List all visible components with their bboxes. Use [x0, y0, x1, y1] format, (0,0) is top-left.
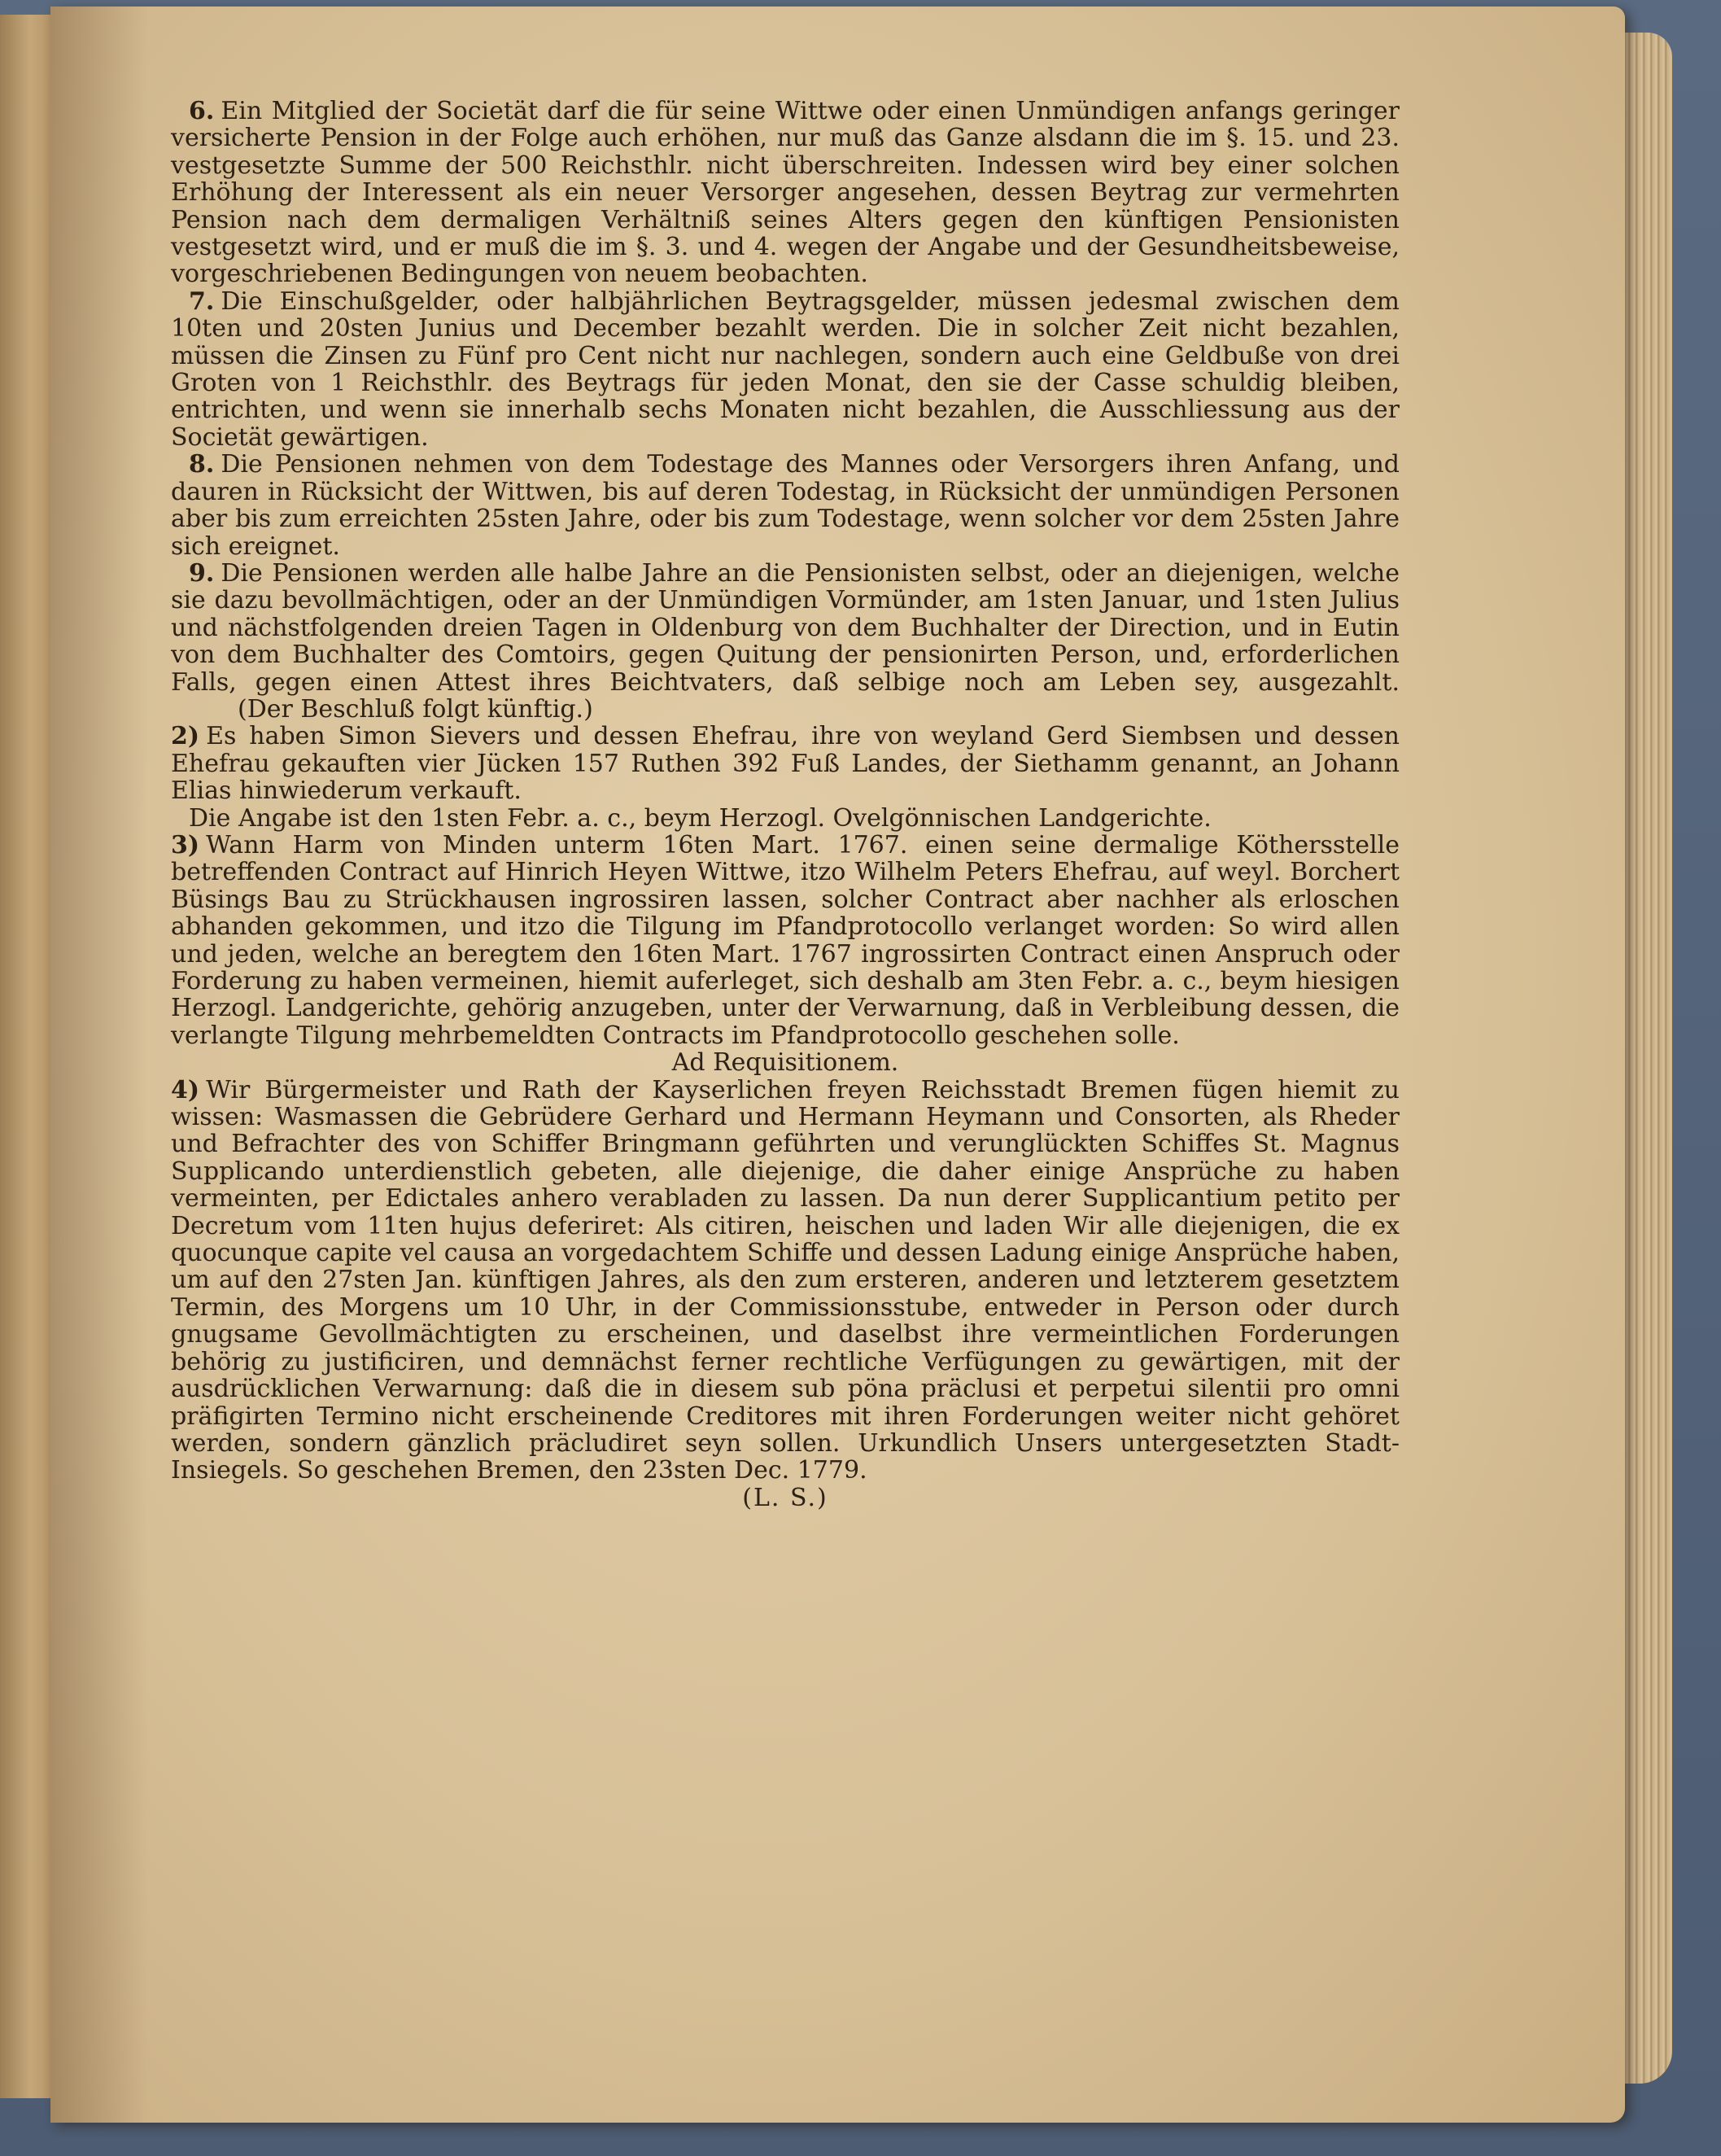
notice-text: Wir Bürgermeister und Rath der Kayserlichen freyen Reichsstadt Bremen fügen hiemit zu wissen: Wasmassen die Gebrüdere Gerhard und Hermann Heymann und Consorten, als Rheder und Befrachter des von Schiffer Bringmann geführten und verunglückten Schiffes St. Magnus Supplicando unterdienstlich gebeten, alle diejenige, die daher einige Ansprüche zu haben vermeinten, per Edictales anhero verabladen zu lassen. Da nun derer Supplicantium petito per Decretum vom 11ten hujus deferiret: Als citiren, heischen und laden Wir alle diejenigen, die ex quocunque capite vel causa an vorgedachtem Schiffe und dessen Ladung einige Ansprüche haben, um auf den 27sten Jan. künftigen Jahres, als den zum ersteren, anderen und letzterem gesetztem Termin, des Morgens um 10 Uhr, in der Commissionsstube, entweder in Person oder durch gnugsame Gevollmächtigten zu erscheinen, und daselbst ihre vermeintlichen Forderungen behörig zu justificiren, und demnächst ferner rechtliche Verfügungen zu gewärtigen, mit der ausdrücklichen Verwarnung: daß die in diesem sub pöna präclusi et perpetui silentii pro omni präfigirten Termino nicht erscheinende Creditores mit ihren Forderungen weiter nicht gehöret werden, sondern gänzlich präcludiret seyn sollen. Urkundlich Unsers untergesetzten Stadt-Insiegels. So geschehen Bremen, den 23sten Dec. 1779. — [171, 1075, 1400, 1485]
notice-text: Die Angabe ist den 1sten Febr. a. c., beym Herzogl. Ovelgönnischen Landgerichte. — [189, 803, 1212, 833]
requisition-heading: Ad Requisitionem. — [671, 1048, 899, 1078]
paragraph-8 — [171, 451, 1400, 560]
notice-text: Es haben Simon Sievers und dessen Ehefrau, ihre von weyland Gerd Siembsen und dessen Ehefrau gekauften vier Jücken 157 Ruthen 392 Fuß Landes, der Siethamm genannt, an Johann Elias hinwiederum verkauft. — [171, 722, 1400, 806]
notice-text: Wann Harm von Minden unterm 16ten Mart. 1767. einen seine dermalige Köthersstelle betreffenden Contract auf Hinrich Heyen Wittwe, itzo Wilhelm Peters Ehefrau, auf weyl. Borchert Büsings Bau zu Strückhausen ingrossiren lassen, solcher Contract aber nachher als erloschen abhanden gekommen, und itzo die Tilgung im Pfandprotocollo verlanget worden: So wird allen und jeden, welche an beregtem den 16ten Mart. 1767 ingrossirten Contract einen Anspruch oder Forderung zu haben vermeinen, hiemit auferleget, sich deshalb am 3ten Febr. a. c., beym hiesigen Herzogl. Landgerichte, gehörig anzugeben, unter der Verwarnung, daß in Verbleibung dessen, die verlangte Tilgung mehrbemeldten Contracts im Pfandprotocollo geschehen solle. — [171, 830, 1400, 1050]
paragraph-9 — [171, 560, 1400, 723]
continuation-note: (Der Beschluß folgt künftig.) — [238, 694, 593, 724]
paragraph-number: 8. — [189, 450, 215, 479]
paragraph-6 — [171, 98, 1400, 288]
notice-number: 4) — [171, 1075, 200, 1104]
paragraph-text: Ein Mitglied der Societät darf die für seine Wittwe oder einen Unmündigen anfangs geringer versicherte Pension in der Folge auch erhöhen, nur muß das Ganze alsdann die im §. 15. und 23. vestgesetzte Summe der 500 Reichsthlr. nicht überschreiten. Indessen wird bey einer solchen Erhöhung der Interessent als ein neuer Versorger angesehen, dessen Beytrag zur vermehrten Pension nach dem dermaligen Verhältniß seines Alters gegen den künftigen Pensionisten vestgesetzt wird, und er muß die im §. 3. und 4. wegen der Angabe und der Gesundheitsbeweise, vorgeschriebenen Bedingungen von neuem beobachten. — [171, 97, 1400, 289]
paragraph-text: Die Pensionen werden alle halbe Jahre an die Pensionisten selbst, oder an diejenigen, welche sie dazu bevollmächtigen, oder an der Unmündigen Vormünder, am 1sten Januar, und 1sten Julius und nächstfolgenden dreien Tagen in Oldenburg von dem Buchhalter der Direction, und in Eutin von dem Buchhalter des Comtoirs, gegen Quitung der pensionirten Person, und, erforderlichen Falls, gegen einen Attest ihres Beichtvaters, daß selbige noch am Leben sey, ausgezahlt. — [171, 558, 1400, 697]
notice-number: 3) — [171, 830, 200, 859]
notice-4 — [171, 1077, 1400, 1485]
paragraph-text: Die Pensionen nehmen von dem Todestage des Mannes oder Versorgers ihren Anfang, und dauren in Rücksicht der Wittwen, bis auf deren Todestag, in Rücksicht der unmündigen Personen aber bis zum erreichten 25sten Jahre, oder bis zum Todestage, wenn solcher vor dem 25sten Jahre sich ereignet. — [171, 450, 1400, 561]
paragraph-number: 7. — [189, 286, 215, 316]
notice-3 — [171, 832, 1400, 1049]
paragraph-number: 9. — [189, 558, 215, 588]
notice-2 — [171, 723, 1400, 804]
notice-number: 2) — [171, 722, 200, 751]
page-body — [171, 98, 1400, 1511]
paragraph-7 — [171, 288, 1400, 451]
facing-page-edge — [0, 15, 52, 2098]
paragraph-number: 6. — [189, 97, 215, 125]
seal-mark: (L. S.) — [742, 1483, 828, 1512]
notice-2-filing — [171, 805, 1400, 832]
paragraph-text: Die Einschußgelder, oder halbjährlichen Beytragsgelder, müssen jedesmal zwischen dem 10ten und 20sten Junius und December bezahlt werden. Die in solcher Zeit nicht bezahlen, müssen die Zinsen zu Fünf pro Cent nicht nur nachlegen, sondern auch eine Geldbuße von drei Groten von 1 Reichsthlr. des Beytrags für jeden Monat, den sie der Casse schuldig bleiben, entrichten, und wenn sie innerhalb sechs Monaten nicht bezahlen, die Ausschliessung aus der Societät gewärtigen. — [171, 286, 1400, 452]
